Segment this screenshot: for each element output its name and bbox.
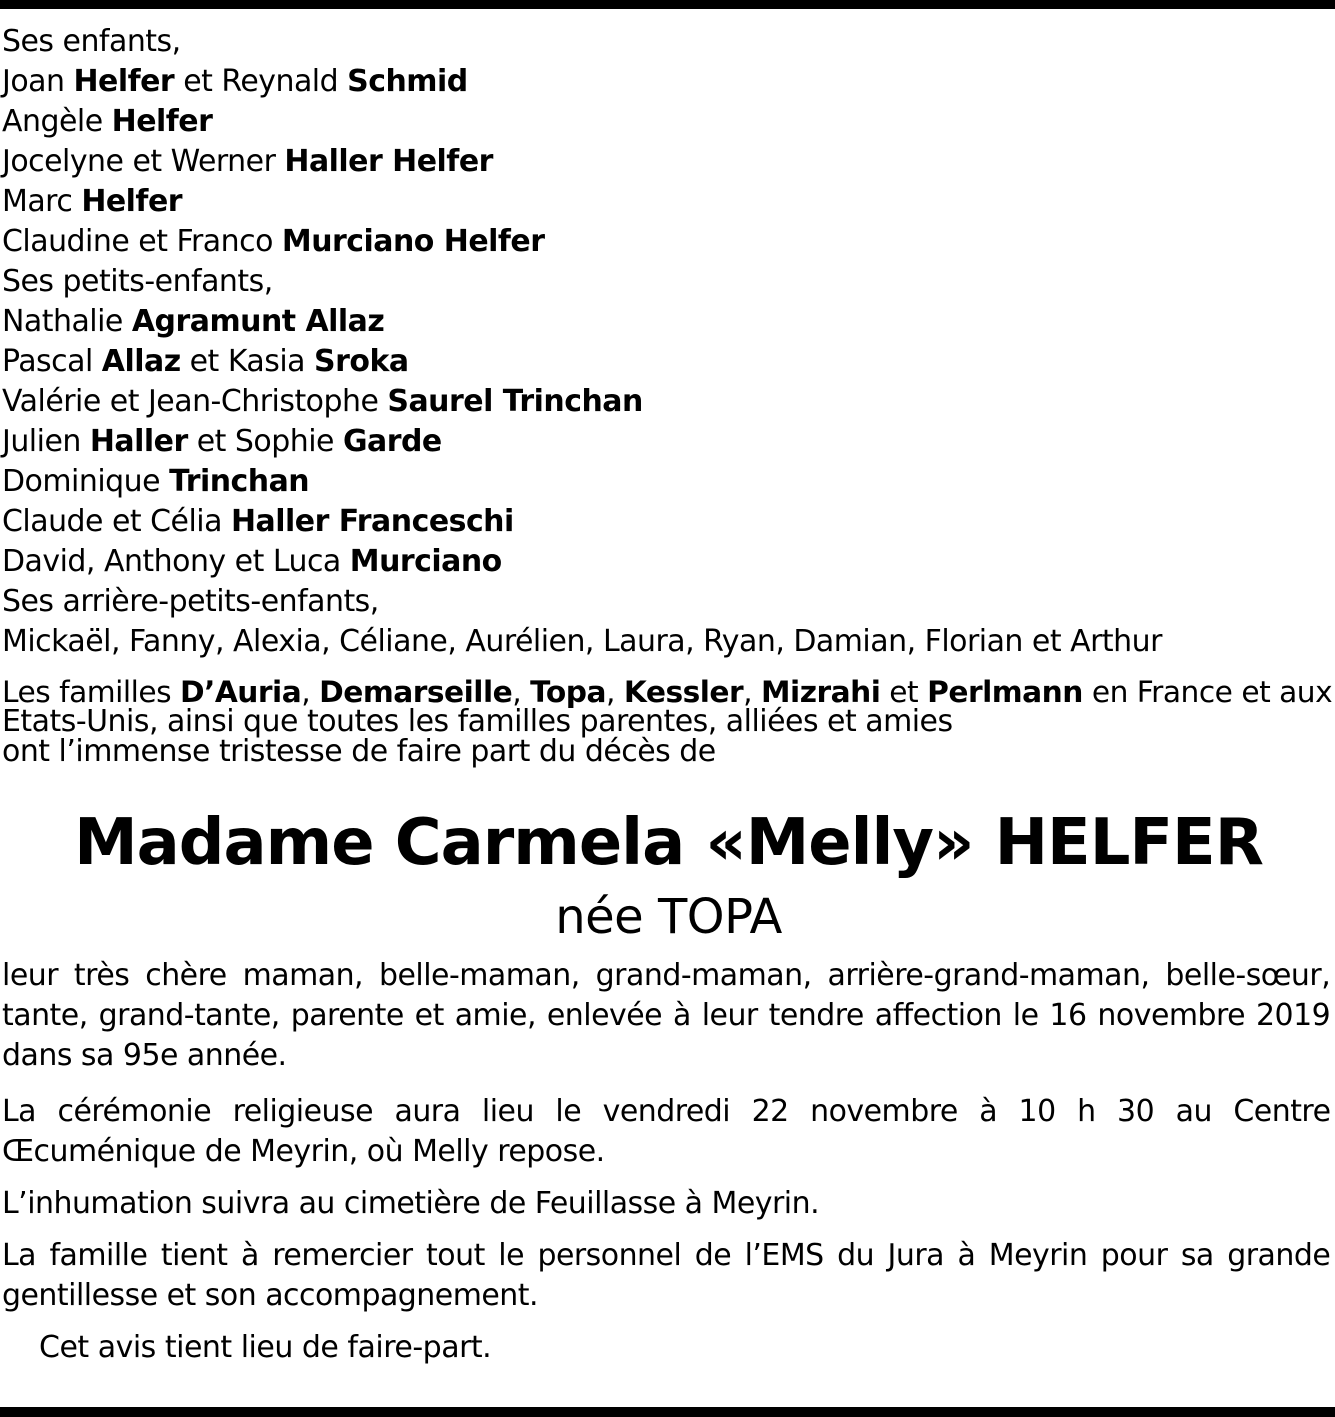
surname: Murciano Helfer [281,224,545,259]
thanks-paragraph [2,1236,1335,1316]
given-names: Valérie et Jean-Christophe [2,384,388,419]
given-names: , [743,674,762,709]
closing-line: Cet avis tient lieu de faire-part. [39,1330,492,1365]
surname: Helfer [81,184,183,219]
given-names: et Sophie [187,424,343,459]
surname: Perlmann [927,674,1083,709]
surname: Schmid [347,64,468,99]
deceased-name: Madame Carmela «Melly» HELFER [74,806,1263,880]
surname: Demarseille [319,674,513,709]
surname: Murciano [349,544,502,579]
ceremony-paragraph [2,1092,1335,1172]
child-line [2,142,1335,182]
bottom-rule [0,1407,1335,1417]
surname: Saurel Trinchan [387,384,643,419]
description-line [2,996,1335,1036]
given-names: David, Anthony et Luca [2,544,350,579]
deceased-maiden-name: née TOPA [555,889,782,945]
surname: Topa [530,674,607,709]
child-line [2,62,1335,102]
grandchildren-list [2,302,1335,582]
children-heading: Ses enfants, [2,24,181,59]
surname: Agramunt Allaz [131,304,385,339]
given-names: Angèle [2,104,112,139]
grandchild-line [2,342,1335,382]
grandchild-line [2,462,1335,502]
surname: Helfer [111,104,213,139]
given-names: Claude et Célia [2,504,231,539]
given-names: , [512,674,531,709]
surname: Helfer [73,64,175,99]
surname: Allaz [101,344,181,379]
justified-text: leur très chère maman, belle-maman, grand-maman, arrière-grand-maman, belle-sœur, [2,958,1331,993]
surname: D’Auria [179,674,302,709]
grandchild-line [2,302,1335,342]
surname: Haller [89,424,188,459]
given-names: Les familles [2,674,180,709]
closing-paragraph [2,1328,1335,1368]
justified-text: La famille tient à remercier tout le personnel de l’EMS du Jura à Meyrin pour sa grande [2,1238,1331,1273]
surname: Haller Helfer [284,144,493,179]
given-names: et [880,674,928,709]
child-line [2,182,1335,222]
grandchildren-heading: Ses petits-enfants, [2,264,273,299]
obituary-notice [2,22,1335,1368]
surname: Sroka [314,344,409,379]
description-line: dans sa 95e année. [2,1038,287,1073]
burial-line: L’inhumation suivra au cimetière de Feuillasse à Meyrin. [2,1186,820,1221]
given-names: Jocelyne et Werner [2,144,285,179]
surname: Kessler [623,674,744,709]
given-names: et Reynald [174,64,348,99]
justified-text: tante, grand-tante, parente et amie, enlevée à leur tendre affection le 16 novembre 2019 [2,998,1331,1033]
surname: Haller Franceschi [230,504,514,539]
thanks-line: gentillesse et son accompagnement. [2,1278,539,1313]
given-names: Joan [2,64,74,99]
grandchild-line [2,502,1335,542]
description-line [2,956,1335,996]
given-names: Nathalie [2,304,132,339]
ceremony-line [2,1092,1335,1132]
given-names: Dominique [2,464,170,499]
given-names: , [606,674,624,709]
child-line [2,222,1335,262]
justified-text: La cérémonie religieuse aura lieu le vendredi 22 novembre à 10 h 30 au Centre [2,1094,1331,1129]
grandchild-line [2,382,1335,422]
given-names: Marc [2,184,82,219]
given-names: , [301,674,320,709]
surname: Mizrahi [761,674,881,709]
families-announcement [2,672,1335,772]
burial-paragraph [2,1184,1335,1224]
given-names: et Kasia [180,344,315,379]
description-paragraph [2,956,1335,1076]
great-grandchildren-names: Mickaël, Fanny, Alexia, Céliane, Aurélien, Laura, Ryan, Damian, Florian et Arthur [2,624,1162,659]
given-names: en France et aux [1082,674,1333,709]
child-line [2,102,1335,142]
families-line-2: Etats-Unis, ainsi que toutes les familles parentes, alliées et amies [2,704,953,739]
given-names: Julien [2,424,90,459]
surname: Trinchan [169,464,310,499]
given-names: Pascal [2,344,102,379]
great-grandchildren-heading: Ses arrière-petits-enfants, [2,584,379,619]
ceremony-line: Œcuménique de Meyrin, où Melly repose. [2,1134,605,1169]
thanks-line [2,1236,1335,1276]
children-list [2,62,1335,262]
families-line-3: ont l’immense tristesse de faire part du décès de [2,734,716,769]
surname: Garde [342,424,442,459]
grandchild-line [2,542,1335,582]
given-names: Claudine et Franco [2,224,282,259]
top-rule [0,0,1335,9]
grandchild-line [2,422,1335,462]
